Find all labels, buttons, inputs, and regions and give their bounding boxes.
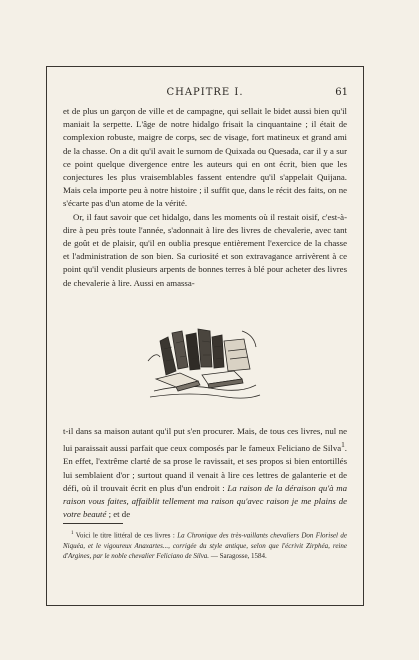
paragraph: Or, il faut savoir que cet hidalgo, dans les moments où il restait oisif, c'est-à-dire à peu près toute l'année, s'adonnait à lire des livres de chevalerie, avec tant de goût et de plaisir, qu'il en oublia presque entièrement l'exercice de la chasse et l'administration de son bien. Sa curiosité et son extravagance arrivèrent à ce point qu'il vendit plusieurs arpents de bonnes terres à blé pour acheter des livres de chevalerie à lire. Aussi en amassa- bbox=[63, 211, 347, 288]
page-frame bbox=[46, 66, 364, 606]
page-number: 61 bbox=[335, 87, 348, 98]
footnote-italic-title: La Chronique des très-vaillants chevaliers Don Florisel de Niquéa, et le vigoureux Anaxartes..., corrigée du style antique, selon que l'écrivit Zirphéa, reine d'Argines, par le noble chevalier Feliciano de Silva. bbox=[63, 531, 347, 561]
paragraph bbox=[63, 425, 347, 521]
running-header bbox=[47, 87, 363, 99]
text-run: t-il dans sa maison autant qu'il put s'en procurer. Mais, de tous ces livres, nul ne lui paraissait aussi parfait que ceux composés par le fameux Feliciano de Silva bbox=[63, 426, 347, 454]
italic-quote: La raison de la déraison qu'à ma raison vous faites, affaiblit tellement ma raison qu'avec raison je me plains de votre beauté bbox=[63, 482, 347, 520]
text-run: ; et de bbox=[106, 509, 131, 520]
footnote-text: — Saragosse, 1584. bbox=[209, 552, 267, 561]
text-run: . En effet, l'extrême clarté de sa prose le ravissait, et ses propos si bien entortillés lui semblaient d'or ; surtout quand il venait à lire ces lettres de galanterie et de défi, où il trouvait écrit en plus d'un endroit : bbox=[63, 443, 347, 493]
books-vignette-illustration bbox=[146, 321, 262, 403]
footnote bbox=[63, 529, 347, 562]
paragraph: et de plus un garçon de ville et de campagne, qui sellait le bidet aussi bien qu'il maniait la serpette. L'âge de notre hidalgo frisait la cinquantaine ; il était de complexion robuste, maigre de corps, sec de visage, fort matineux et grand ami de la chasse. On a dit qu'il avait le surnom de Quixada ou Quesada, car il y a sur ce point quelque divergence entre les auteurs qui en ont écrit, bien que les conjectures les plus vraisemblables fassent entendre qu'il s'appelait Quijana. Mais cela importe peu à notre histoire ; il suffit que, dans le récit des faits, on ne s'écarte pas d'un atome de la vérité. bbox=[63, 106, 347, 209]
footnotes bbox=[63, 523, 347, 562]
body-text-top bbox=[63, 105, 347, 290]
footnote-divider bbox=[63, 523, 123, 524]
footnote-reference: 1 bbox=[341, 440, 345, 450]
footnote-text: Voici le titre littéral de ces livres : bbox=[73, 531, 178, 540]
body-text-bottom bbox=[63, 425, 347, 521]
footnote-marker: 1 bbox=[71, 531, 74, 536]
chapter-title: CHAPITRE I. bbox=[166, 87, 244, 98]
